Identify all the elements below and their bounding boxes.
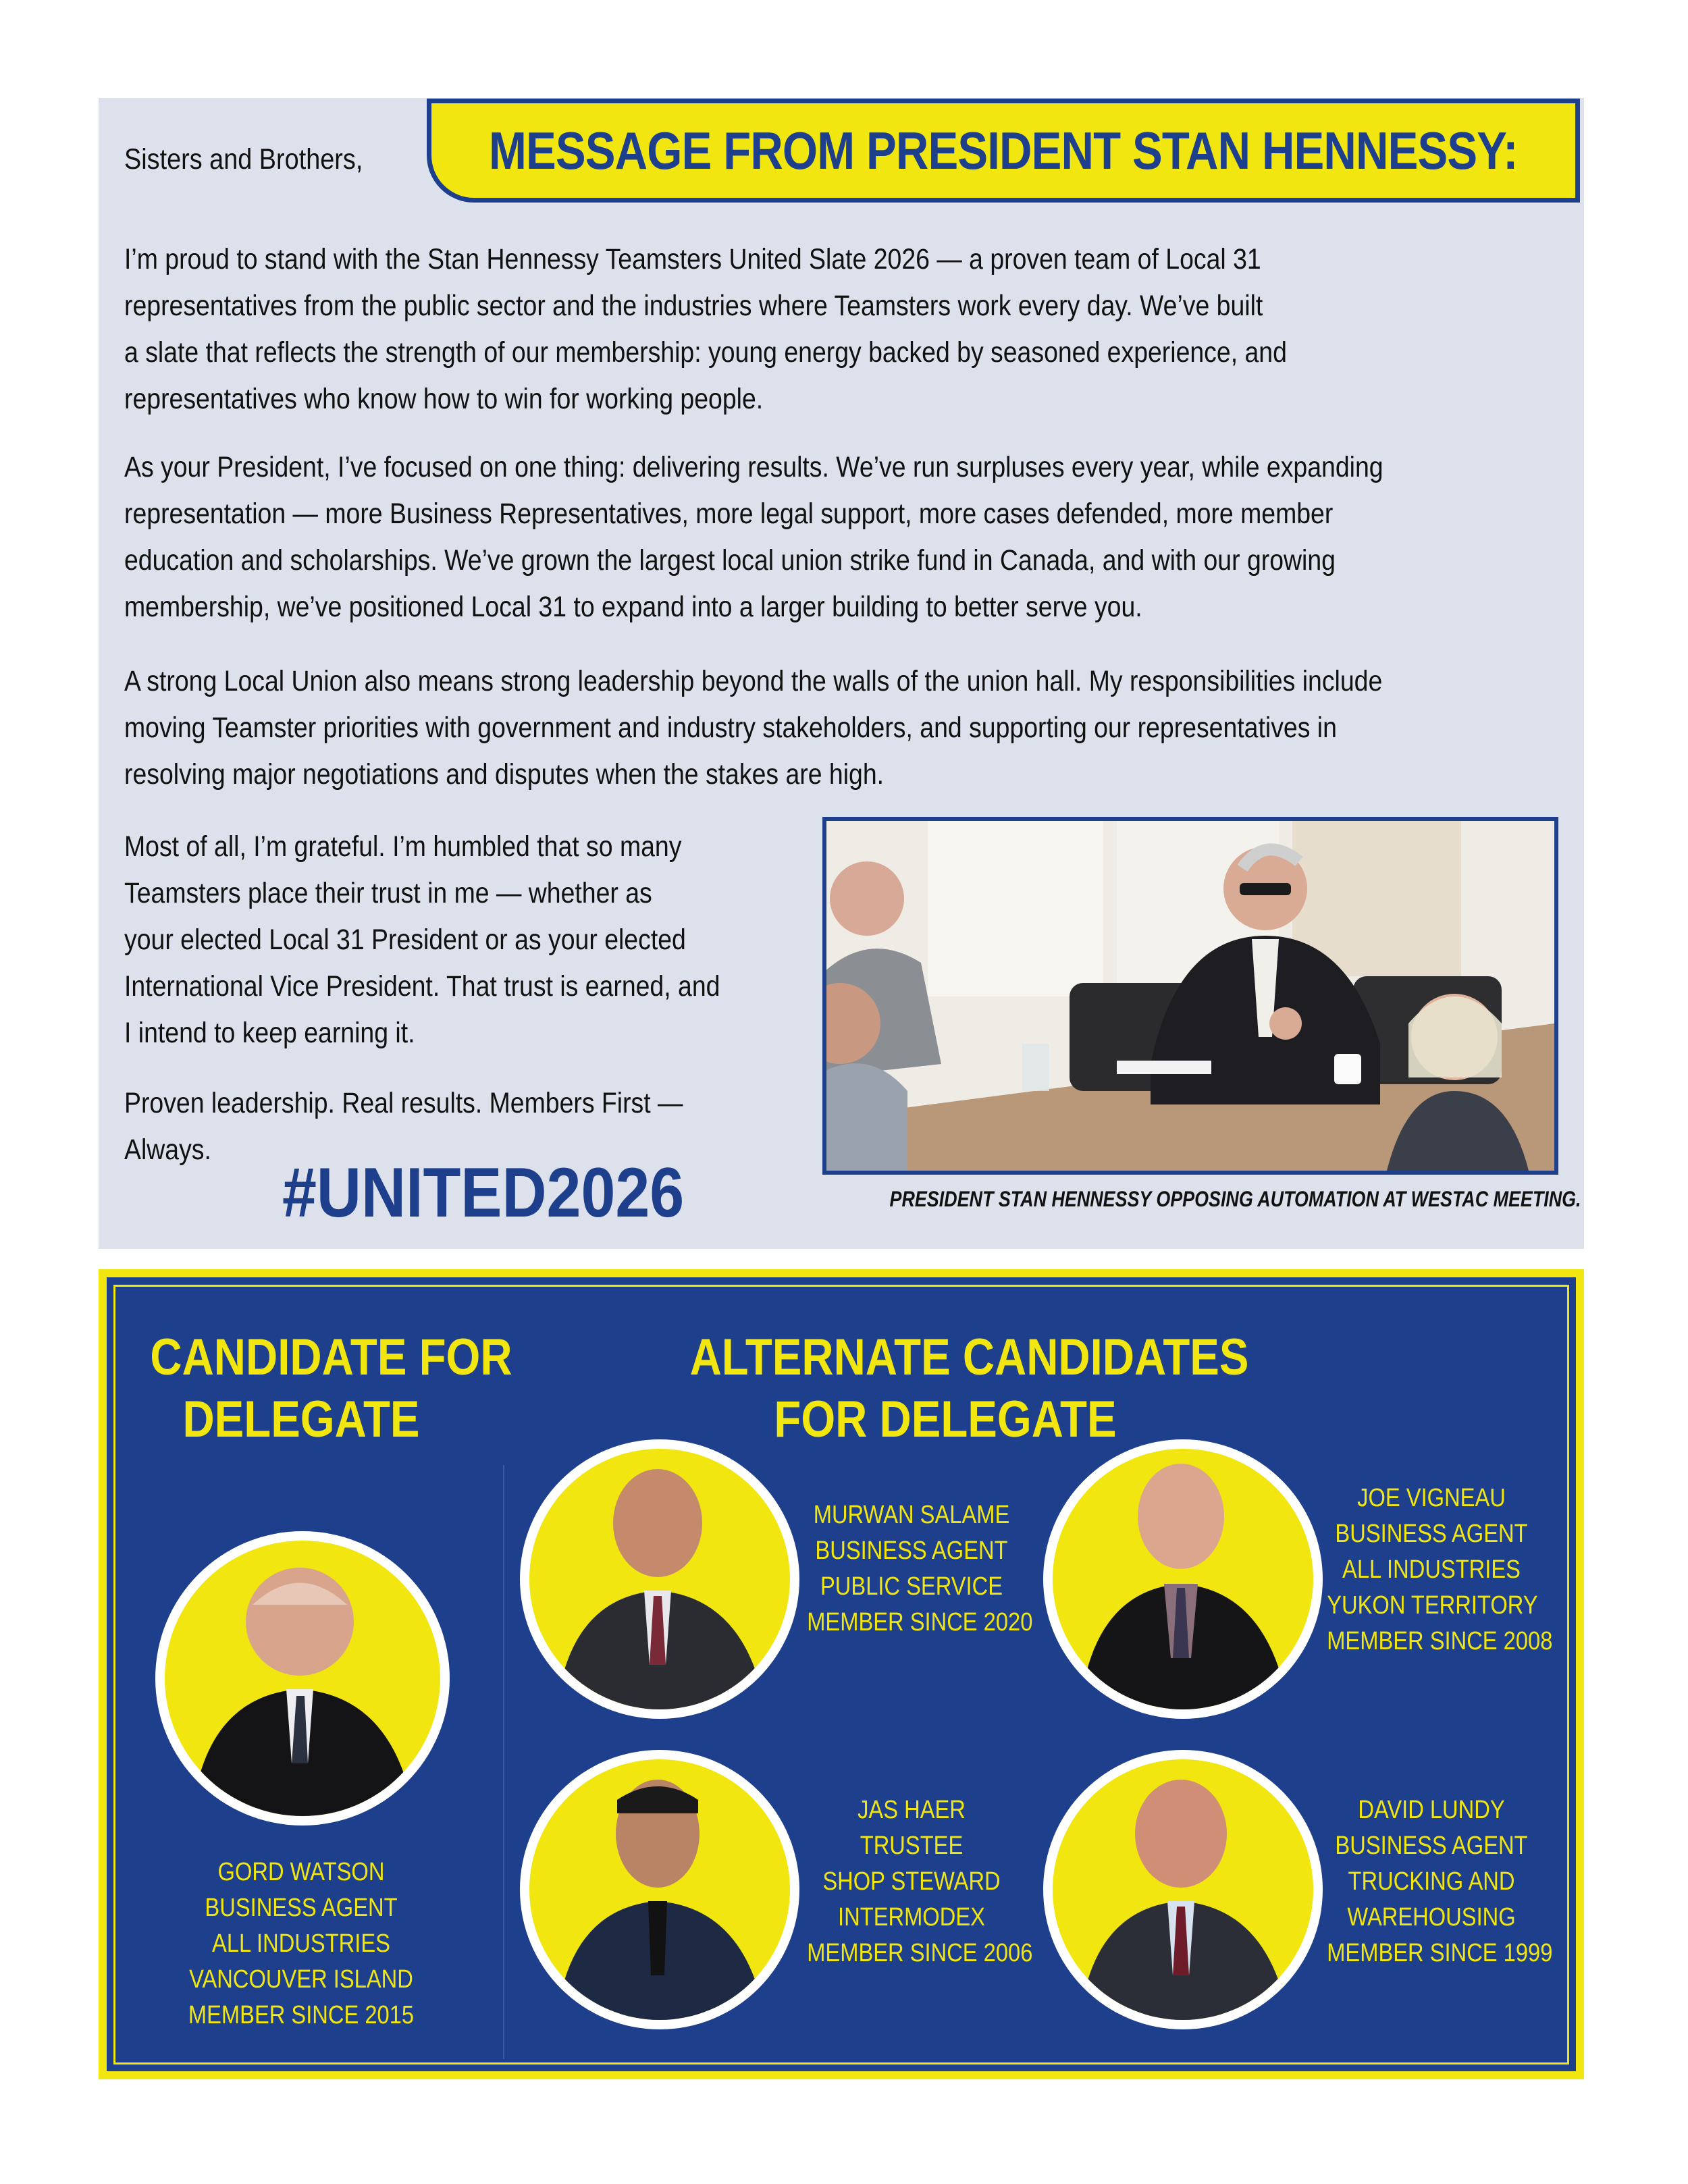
portrait-background (1053, 1759, 1313, 2020)
joe-vigneau-portrait (1043, 1439, 1323, 1719)
murwan-salame-portrait (520, 1439, 799, 1719)
jas-haer-bio (790, 1792, 1033, 1971)
paragraph-line: your elected Local 31 President or as your elected (124, 924, 686, 956)
salutation: Sisters and Brothers, (124, 143, 363, 176)
bio-line: ALL INDUSTRIES (212, 1929, 390, 1958)
bio-line: BUSINESS AGENT (815, 1537, 1008, 1565)
photo-caption (824, 1187, 1581, 1212)
paragraph-line: A strong Local Union also means strong leadership beyond the walls of the union hall. My responsibilities include (124, 665, 1383, 697)
bio-line: PUBLIC SERVICE (820, 1572, 1003, 1601)
paragraph-4 (124, 824, 809, 1057)
bio-line: MEMBER SINCE 2006 (807, 1939, 1033, 1967)
paragraph-line: education and scholarships. We’ve grown the largest local union strike fund in Canada, and with our growing (124, 544, 1336, 577)
bio-line: TRUSTEE (860, 1832, 964, 1860)
heading-line: FOR DELEGATE (774, 1391, 1117, 1448)
person-silhouette (529, 1449, 790, 1709)
bio-line: WAREHOUSING (1347, 1903, 1516, 1932)
column-divider (503, 1465, 504, 2059)
paragraph-2 (124, 444, 1571, 631)
paragraph-line: Proven leadership. Real results. Members First — (124, 1087, 683, 1119)
paragraph-line: representatives who know how to win for working people. (124, 383, 764, 415)
person-silhouette (1053, 1449, 1313, 1709)
jas-haer-portrait (520, 1750, 799, 2029)
joe-vigneau-bio (1310, 1481, 1553, 1659)
paragraph-line: moving Teamster priorities with government and industry stakeholders, and supporting our representatives in (124, 712, 1337, 744)
gord-watson-portrait (155, 1531, 450, 1826)
david-lundy-portrait (1043, 1750, 1323, 2029)
bio-line: YUKON TERRITORY (1327, 1591, 1538, 1620)
bio-line: BUSINESS AGENT (205, 1894, 398, 1922)
bio-line: INTERMODEX (838, 1903, 985, 1932)
person-silhouette (529, 1759, 790, 2020)
photo-caption-text: PRESIDENT STAN HENNESSY OPPOSING AUTOMATION AT WESTAC MEETING. (889, 1187, 1581, 1211)
paragraph-line: representation — more Business Representatives, more legal support, more cases defended, more member (124, 498, 1334, 530)
paragraph-line: resolving major negotiations and disputes when the stakes are high. (124, 758, 885, 791)
bio-line: VANCOUVER ISLAND (189, 1965, 413, 1994)
paragraph-line: As your President, I’ve focused on one thing: delivering results. We’ve run surpluses every year, while expanding (124, 451, 1383, 483)
paragraph-3 (124, 658, 1571, 798)
bio-line: JAS HAER (858, 1796, 966, 1824)
portrait-background (529, 1759, 790, 2020)
hashtag: #UNITED2026 (282, 1154, 685, 1232)
delegate-heading (126, 1327, 512, 1451)
paragraph-line: Most of all, I’m grateful. I’m humbled that so many (124, 830, 682, 863)
meeting-photo (822, 817, 1558, 1175)
paragraph-line: representatives from the public sector and the industries where Teamsters work every day. We’ve built (124, 290, 1263, 322)
person-silhouette (1053, 1759, 1313, 2020)
paragraph-line: membership, we’ve positioned Local 31 to expand into a larger building to better serve you. (124, 591, 1142, 623)
message-title: MESSAGE FROM PRESIDENT STAN HENNESSY: (489, 120, 1518, 180)
paragraph-1 (124, 236, 1460, 423)
person-silhouette (165, 1541, 440, 1816)
bio-line: JOE VIGNEAU (1357, 1484, 1506, 1512)
heading-line: ALTERNATE CANDIDATES (689, 1329, 1249, 1386)
bio-line: BUSINESS AGENT (1335, 1520, 1528, 1548)
message-title-banner (427, 99, 1580, 203)
david-lundy-bio (1310, 1792, 1553, 1971)
gord-watson-bio (126, 1855, 477, 2033)
bio-line: MEMBER SINCE 1999 (1327, 1939, 1553, 1967)
heading-line: CANDIDATE FOR (150, 1329, 512, 1386)
paragraph-line: I’m proud to stand with the Stan Hennessy Teamsters United Slate 2026 — a proven team of Local 31 (124, 243, 1261, 275)
paragraph-line: Teamsters place their trust in me — whether as (124, 877, 652, 909)
meeting-scene-illustration (826, 821, 1554, 1171)
bio-line: MEMBER SINCE 2020 (807, 1608, 1033, 1636)
bio-line: MEMBER SINCE 2008 (1327, 1627, 1553, 1655)
portrait-background (529, 1449, 790, 1709)
alternate-heading (648, 1327, 1249, 1451)
paragraph-line: Always. (124, 1134, 211, 1166)
bio-line: DAVID LUNDY (1358, 1796, 1505, 1824)
bio-line: MURWAN SALAME (813, 1501, 1010, 1529)
paragraph-line: International Vice President. That trust is earned, and (124, 970, 720, 1003)
paragraph-line: I intend to keep earning it. (124, 1017, 415, 1049)
portrait-background (1053, 1449, 1313, 1709)
bio-line: GORD WATSON (217, 1858, 385, 1886)
bio-line: SHOP STEWARD (822, 1867, 1001, 1896)
bio-line: MEMBER SINCE 2015 (188, 2001, 415, 2029)
bio-line: ALL INDUSTRIES (1342, 1555, 1521, 1584)
bio-line: BUSINESS AGENT (1335, 1832, 1528, 1860)
murwan-salame-bio (790, 1497, 1033, 1641)
paragraph-line: a slate that reflects the strength of our membership: young energy backed by seasoned experience, and (124, 336, 1287, 369)
bio-line: TRUCKING AND (1348, 1867, 1515, 1896)
portrait-background (165, 1541, 440, 1816)
heading-line: DELEGATE (182, 1391, 420, 1448)
